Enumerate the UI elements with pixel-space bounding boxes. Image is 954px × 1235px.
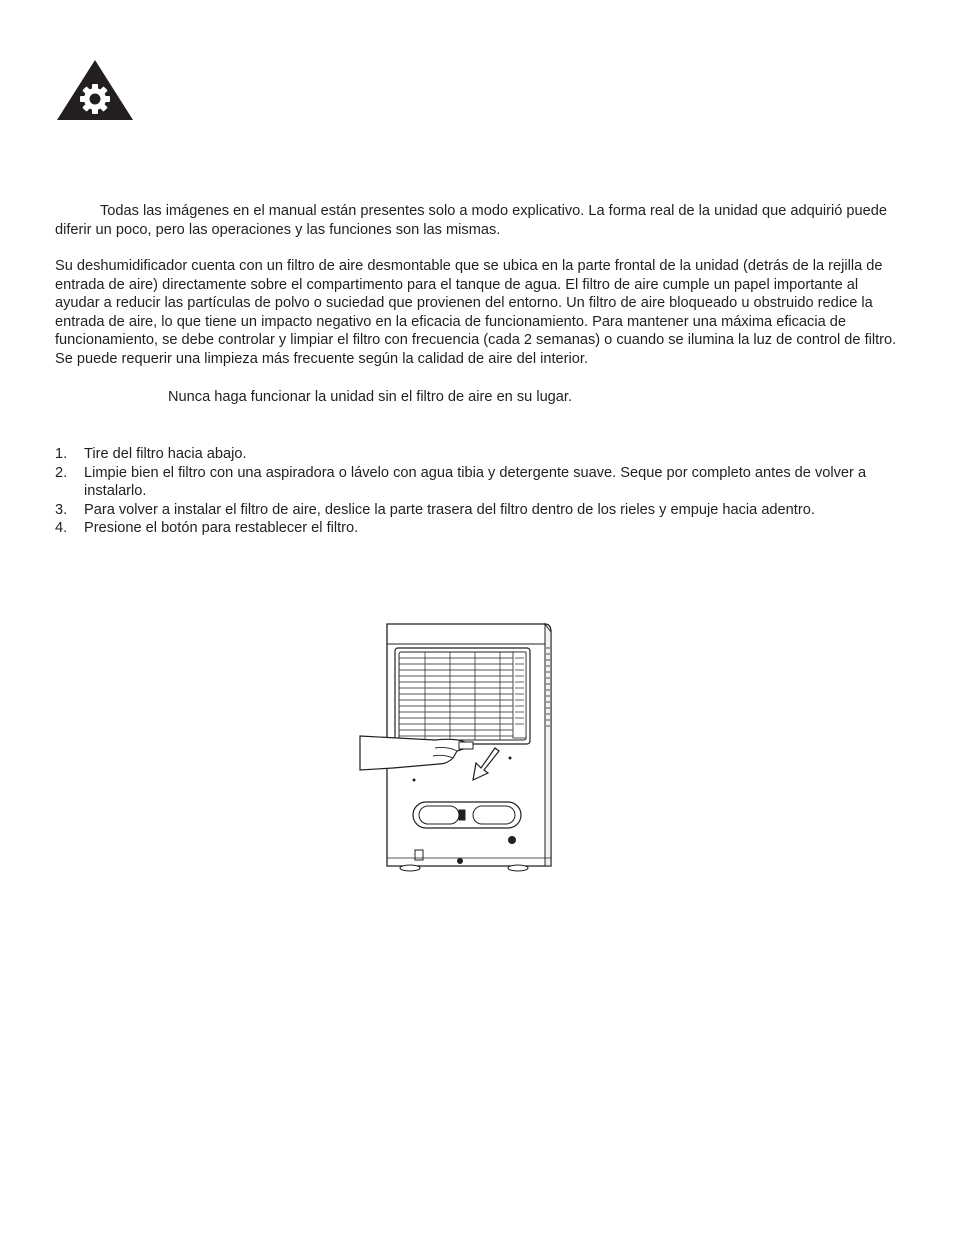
step-number: 2. xyxy=(55,464,68,481)
list-item xyxy=(55,445,900,464)
step-text: Tire del filtro hacia abajo. xyxy=(84,446,247,462)
gear-warning-icon xyxy=(55,58,135,122)
step-number: 4. xyxy=(55,520,68,537)
step-text: Limpie bien el filtro con una aspiradora o lávelo con agua tibia y detergente suave. Seque por completo antes de volver a instalarlo. xyxy=(84,464,867,500)
intro-paragraph: Todas las imágenes en el manual están presentes solo a modo explicativo. La forma real de la unidad que adquirió puede diferir un poco, pero las operaciones y las funciones son las mismas. xyxy=(55,203,887,238)
list-item xyxy=(55,501,900,520)
list-item xyxy=(55,464,900,501)
warning-text: Nunca haga funcionar la unidad sin el filtro de aire en su lugar. xyxy=(168,389,573,405)
filter-paragraph: Su deshumidificador cuenta con un filtro de aire desmontable que se ubica en la parte frontal de la unidad (detrás de la rejilla de entrada de aire) directamente sobre el compartimento para el tanque de agua. El filtro de aire cumple un papel importante al ayudar a reducir las partículas de polvo o suciedad que provienen del entorno. Un filtro de aire bloqueado u obstruido redice la entrada de aire, lo que tiene un impacto negativo en la eficacia de funcionamiento. Para mantener una máxima eficacia de funcionamiento, se debe controlar y limpiar el filtro con frecuencia (cada 2 semanas) o cuando se ilumina la luz de control de filtro. Se puede requerir una limpieza más frecuente según la calidad de aire del interior. xyxy=(55,258,897,367)
step-text: Presione el botón para restablecer el filtro. xyxy=(84,520,359,537)
dehumidifier-illustration xyxy=(355,618,565,876)
step-number: 1. xyxy=(55,446,68,462)
steps-list xyxy=(55,445,900,538)
step-text: Para volver a instalar el filtro de aire, deslice la parte trasera del filtro dentro de los rieles y empuje hacia adentro. xyxy=(84,501,815,518)
list-item xyxy=(55,519,900,538)
step-number: 3. xyxy=(55,501,68,518)
